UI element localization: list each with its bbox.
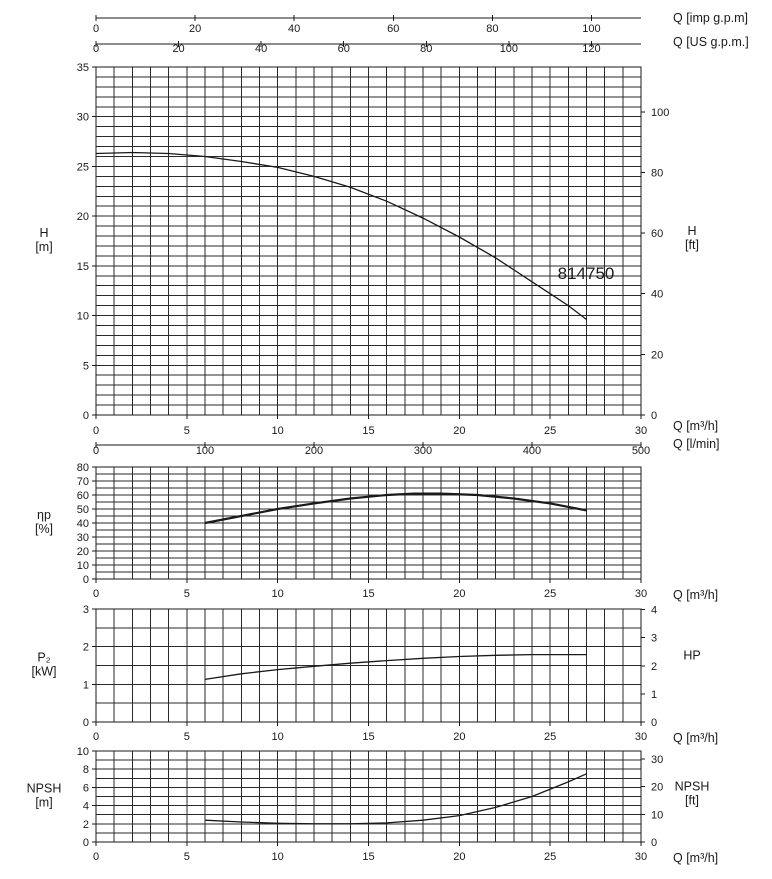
head-ytick-label: 25	[76, 161, 89, 174]
head-right-label: [ft]	[685, 238, 699, 252]
power-xtick-label: 0	[92, 731, 100, 743]
npsh-xtick-label: 30	[634, 851, 648, 863]
head-ytick-label: 30	[76, 111, 89, 124]
npsh-ytick-label: 2	[82, 818, 89, 831]
head-right-label: H	[687, 224, 697, 238]
efficiency-xtick-label: 10	[271, 588, 284, 600]
lmin-axis-tick-label: 400	[522, 445, 542, 457]
efficiency-ylabel: ηp	[37, 508, 51, 522]
npsh-xtick-label: 10	[271, 851, 284, 863]
top-axis-tick-label: 0	[92, 23, 100, 35]
head-xtick-label: 30	[634, 425, 648, 437]
efficiency-xtick-label: 25	[544, 588, 557, 600]
power-curve-0	[205, 655, 587, 680]
power-xtick-label: 10	[271, 731, 284, 743]
top-axis-tick-label: 60	[337, 43, 350, 55]
lmin-axis-tick-label: 200	[304, 445, 324, 457]
head-ytick-label: 35	[76, 62, 89, 74]
top-axis-tick-label: 60	[387, 23, 400, 35]
top-axis-tick-label: 80	[486, 23, 499, 35]
npsh-curve-0	[205, 774, 587, 824]
head-ytick-label: 10	[76, 310, 89, 323]
npsh-right-label: NPSH	[674, 779, 710, 794]
top-axis-tick-label: 100	[499, 43, 519, 55]
head-ylabel: [m]	[35, 240, 53, 254]
npsh-xlabel: Q [m³/h]	[673, 851, 719, 865]
top-axis-tick-label: 40	[288, 23, 301, 35]
power-xtick-label: 30	[634, 731, 648, 743]
efficiency-ytick-label: 70	[76, 476, 89, 488]
lmin-axis-tick-label: 0	[92, 445, 100, 457]
efficiency-xtick-label: 0	[92, 588, 100, 600]
head-rtick-label: 0	[651, 410, 658, 422]
head-rtick-label: 60	[651, 228, 664, 241]
head-xtick-label: 15	[362, 425, 375, 437]
head-ytick-label: 15	[76, 260, 89, 273]
efficiency-xtick-label: 20	[453, 588, 466, 600]
power-rtick-label: 3	[651, 632, 658, 645]
lmin-axis-label: Q [l/min]	[673, 437, 720, 451]
power-rtick-label: 0	[651, 717, 658, 729]
npsh-rtick-label: 0	[651, 837, 658, 849]
head-xlabel: Q [m³/h]	[673, 419, 719, 433]
power-xlabel: Q [m³/h]	[673, 731, 719, 745]
top-axis-tick-label: 0	[92, 43, 100, 55]
efficiency-ytick-label: 20	[76, 546, 89, 558]
power-xtick-label: 5	[183, 731, 190, 743]
lmin-axis-tick-label: 100	[195, 445, 215, 457]
head-xtick-label: 20	[453, 425, 466, 437]
head-rtick-label: 20	[651, 349, 664, 362]
model-label: 814750	[557, 264, 615, 283]
npsh-right-label: [ft]	[685, 793, 699, 808]
efficiency-curve-0	[205, 494, 587, 523]
top-axis-tick-label: 80	[420, 43, 433, 55]
head-xtick-label: 5	[183, 425, 190, 437]
npsh-ylabel: NPSH	[26, 781, 62, 796]
npsh-xtick-label: 0	[92, 851, 100, 863]
power-xtick-label: 25	[544, 731, 557, 743]
top-axis-tick-label: 20	[172, 43, 185, 55]
efficiency-ytick-label: 0	[82, 574, 89, 586]
power-xtick-label: 15	[362, 731, 375, 743]
power-rtick-label: 2	[651, 660, 658, 673]
npsh-ytick-label: 0	[82, 837, 89, 849]
npsh-rtick-label: 20	[651, 781, 664, 794]
head-xtick-label: 25	[544, 425, 557, 437]
top-axis-label: Q [US g.p.m.]	[673, 35, 749, 49]
npsh-ytick-label: 8	[82, 764, 89, 777]
power-ylabel: P₂	[37, 650, 51, 665]
head-ytick-label: 20	[76, 211, 89, 224]
npsh-rtick-label: 10	[651, 809, 664, 822]
npsh-ytick-label: 4	[82, 800, 89, 813]
efficiency-ytick-label: 60	[76, 490, 89, 502]
lmin-axis-tick-label: 500	[631, 445, 651, 457]
top-axis-label: Q [imp g.p.m]	[673, 11, 749, 25]
head-rtick-label: 40	[651, 288, 664, 301]
efficiency-ytick-label: 80	[76, 462, 89, 474]
efficiency-ytick-label: 30	[76, 532, 89, 544]
head-rtick-label: 100	[651, 106, 670, 119]
power-ylabel: [kW]	[31, 664, 57, 679]
head-ytick-label: 0	[82, 410, 89, 422]
power-rtick-label: 4	[651, 604, 658, 617]
power-ytick-label: 2	[82, 641, 89, 654]
top-axis-tick-label: 40	[255, 43, 268, 55]
npsh-ytick-label: 6	[82, 782, 89, 795]
npsh-xtick-label: 25	[544, 851, 557, 863]
npsh-ytick-label: 10	[76, 746, 89, 758]
power-xtick-label: 20	[453, 731, 466, 743]
efficiency-ytick-label: 50	[76, 504, 89, 516]
efficiency-xtick-label: 5	[183, 588, 190, 600]
top-axis-tick-label: 20	[188, 23, 202, 35]
head-ylabel: H	[39, 226, 49, 240]
npsh-xtick-label: 15	[362, 851, 375, 863]
power-right-label: HP	[683, 648, 701, 663]
efficiency-xlabel: Q [m³/h]	[673, 588, 719, 602]
head-ytick-label: 5	[82, 360, 89, 373]
top-axis-tick-label: 100	[582, 23, 601, 35]
power-ytick-label: 0	[82, 717, 89, 729]
power-ytick-label: 3	[82, 604, 89, 616]
npsh-ylabel: [m]	[35, 795, 53, 810]
npsh-xtick-label: 20	[453, 851, 466, 863]
top-axis-tick-label: 120	[582, 43, 601, 55]
power-ytick-label: 1	[82, 679, 89, 692]
lmin-axis-tick-label: 300	[413, 445, 433, 457]
head-xtick-label: 10	[271, 425, 284, 437]
efficiency-ytick-label: 10	[76, 560, 89, 572]
efficiency-ytick-label: 40	[76, 518, 89, 530]
head-xtick-label: 0	[92, 425, 100, 437]
power-rtick-label: 1	[651, 688, 658, 701]
npsh-xtick-label: 5	[183, 851, 190, 863]
efficiency-ylabel: [%]	[34, 522, 54, 536]
npsh-rtick-label: 30	[651, 753, 664, 766]
head-rtick-label: 80	[651, 167, 664, 180]
efficiency-xtick-label: 30	[634, 588, 648, 600]
efficiency-xtick-label: 15	[362, 588, 375, 600]
